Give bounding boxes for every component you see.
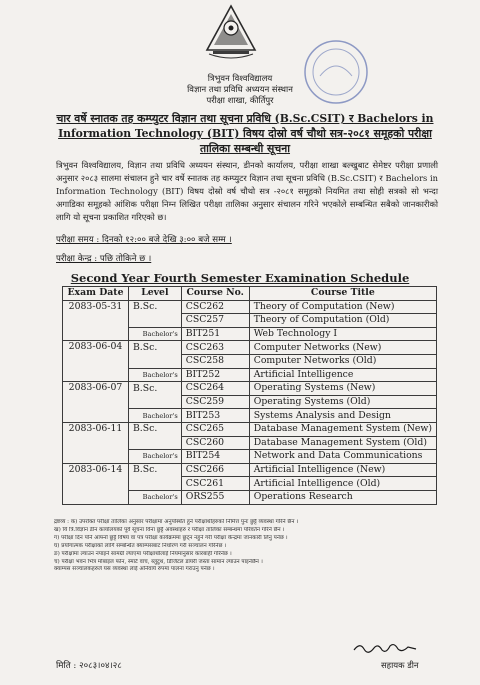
exam-date: 2083-06-14 <box>63 463 129 477</box>
level: Bachelor's <box>128 450 181 464</box>
course-title: Operating Systems (New) <box>249 382 436 396</box>
table-header-row <box>63 287 437 301</box>
exam-date <box>63 354 129 368</box>
level: Bachelor's <box>128 327 181 341</box>
table-row <box>63 327 437 341</box>
notice-title-line-2: Information Technology (BIT) विषय दोस्रो वर्ष चौथो सत्र-२०८१ समूहको परीक्षा <box>58 127 432 140</box>
level: B.Sc. <box>128 463 181 477</box>
table-row <box>63 422 437 436</box>
exam-date <box>63 314 129 328</box>
course-title: Network and Data Communications <box>249 450 436 464</box>
university-emblem-icon <box>203 4 259 60</box>
exam-date <box>63 395 129 409</box>
exam-date <box>63 477 129 491</box>
table-row <box>63 382 437 396</box>
level <box>128 314 181 328</box>
exam-date <box>63 490 129 504</box>
note-line: ग) परीक्षा दिन पनि आफ्नो छुट्टै विषय वा पत्र परीक्षा कार्यक्रममा छुट्न नहुने गरी परीक्षा केन्द्रमा जानकारी लिनु पर्नेछ । <box>54 534 288 541</box>
course-title: Artificial Intelligence (New) <box>249 463 436 477</box>
notice-body: त्रिभुवन विश्वविद्यालय, विज्ञान तथा प्रविधि अध्ययन संस्थान, डीनको कार्यालय, परीक्षा शाखा बल्खुबाट सेमेष्टर परीक्षा प्रणाली अनुसार २०८३ सालमा संचालन हुने चार वर्षे स्नातक तह कम्प्युटर विज्ञान तथा सूचना प्रविधि (B.Sc.CSIT) र Bachelors in Information Technology (BIT) विषय दोस्रो वर्ष चौथो सत्र -२०८१ समूहको नियमित तथा सोही सत्रको सो भन्दा अगाडिका समूहको आंशिक परीक्षा निम्न लिखित परीक्षा तालिका अनुसार संचालन गरिने भएकोले सम्बन्धित सबैको जानकारीको लागि यो सूचना प्रकाशित गरिएको छ। <box>56 160 438 222</box>
exam-schedule-table <box>62 286 437 505</box>
notice-title-line-1: चार वर्षे स्नातक तह कम्प्युटर विज्ञान तथा सूचना प्रविधि (B.Sc.CSIT) र Bachelors in <box>56 112 434 125</box>
table-row <box>63 436 437 450</box>
note-line: ख) यि त्रि.विज्ञान डीन कार्यालयको पूर्व सूचना विना छुट्टै अवस्थाहरु र परीक्षा तालिका सम्बन्धमा परिवर्तन गरिने छैन । <box>54 526 285 533</box>
course-title: Database Management System (Old) <box>249 436 436 450</box>
exam-date <box>63 409 129 423</box>
note-line: द्रष्टव्य : क) उपरोक्त परीक्षा तालिका अनुसार परीक्षामा अनुपस्थित हुने परीक्षार्थीहरुको निमित्त पुनः छुट्टै व्यवस्था गरिने छैन । <box>54 519 299 525</box>
schedule-title: Second Year Fourth Semester Examination Schedule <box>70 271 410 285</box>
notes-section <box>54 519 436 574</box>
exam-date <box>63 450 129 464</box>
course-title: Computer Networks (Old) <box>249 354 436 368</box>
institute-name: विज्ञान तथा प्रविधि अध्ययन संस्थान <box>187 84 293 94</box>
course-title: Database Management System (New) <box>249 422 436 436</box>
notice-title <box>54 111 436 156</box>
course-title: Operations Research <box>249 490 436 504</box>
level: B.Sc. <box>128 382 181 396</box>
table-row <box>63 395 437 409</box>
course-title: Computer Networks (New) <box>249 341 436 355</box>
course-no: CSC260 <box>181 436 249 450</box>
exam-date <box>63 436 129 450</box>
course-no: CSC257 <box>181 314 249 328</box>
course-title: Artificial Intelligence (Old) <box>249 477 436 491</box>
level: Bachelor's <box>128 490 181 504</box>
table-row <box>63 490 437 504</box>
course-no: ORS255 <box>181 490 249 504</box>
course-no: CSC259 <box>181 395 249 409</box>
table-row <box>63 368 437 382</box>
exam-date <box>63 368 129 382</box>
handwritten-signature-icon <box>352 640 418 656</box>
course-title: Web Technology I <box>249 327 436 341</box>
notice-title-line-3: तालिका सम्बन्धी सूचना <box>199 142 291 155</box>
note-line: च) परीक्षा भवन भित्र मोबाइल फोन, स्मार्ट वाच, ब्लुटुथ, डिजिटल डायरी जस्ता सामान ल्याउन पाइनेछैन । <box>54 558 263 565</box>
course-no: CSC265 <box>181 422 249 436</box>
signatory-title: सहायक डीन <box>381 660 419 670</box>
exam-center: परीक्षा केन्द्र : पछि तोकिने छ । <box>56 254 152 264</box>
note-line: घ) प्रयोगात्मक परीक्षाको लागि सम्बन्धित क्याम्पसबाट निर्धारण गरी सञ्चालन गरिनेछ । <box>54 542 227 549</box>
exam-date: 2083-06-04 <box>63 341 129 355</box>
level <box>128 477 181 491</box>
course-title: Theory of Computation (Old) <box>249 314 436 328</box>
university-name: त्रिभुवन विश्वविद्यालय <box>207 73 273 83</box>
level <box>128 395 181 409</box>
course-no: BIT251 <box>181 327 249 341</box>
course-no: CSC263 <box>181 341 249 355</box>
table-row <box>63 409 437 423</box>
course-no: BIT254 <box>181 450 249 464</box>
table-row <box>63 477 437 491</box>
level: Bachelor's <box>128 409 181 423</box>
course-no: CSC264 <box>181 382 249 396</box>
exam-date <box>63 327 129 341</box>
course-title: Systems Analysis and Design <box>249 409 436 423</box>
note-line: ङ) परीक्षामा ल्याउन नपाइने सामग्री ल्याएमा परीक्षार्थीलाई नियमानुसार कारबाही गरिनेछ । <box>54 550 232 557</box>
level: B.Sc. <box>128 422 181 436</box>
table-row <box>63 450 437 464</box>
course-no: BIT253 <box>181 409 249 423</box>
exam-time: परीक्षा समय : दिनको १२:०० बजे देखि ३:०० बजे सम्म । <box>56 235 232 245</box>
course-no: BIT252 <box>181 368 249 382</box>
header-level: Level <box>128 287 181 301</box>
exam-date: 2083-05-31 <box>63 300 129 314</box>
table-row <box>63 314 437 328</box>
course-no: CSC262 <box>181 300 249 314</box>
exam-date: 2083-06-07 <box>63 382 129 396</box>
table-row <box>63 463 437 477</box>
table-row <box>63 300 437 314</box>
course-no: CSC266 <box>181 463 249 477</box>
header-course-no: Course No. <box>181 287 249 301</box>
header-course-title: Course Title <box>249 287 436 301</box>
course-title: Artificial Intelligence <box>249 368 436 382</box>
course-title: Operating Systems (Old) <box>249 395 436 409</box>
table-row <box>63 341 437 355</box>
level <box>128 354 181 368</box>
section-name: परीक्षा शाखा, कीर्तिपुर <box>206 95 274 105</box>
notice-date: मिति : २०८३।०४।२८ <box>56 661 122 671</box>
table-row <box>63 354 437 368</box>
note-line: क्याम्पस सञ्चालकहरुले यस व्यवस्था लाई अनिवार्य रुपमा पालना गराउनु पर्नेछ । <box>54 566 215 573</box>
course-no: CSC258 <box>181 354 249 368</box>
course-no: CSC261 <box>181 477 249 491</box>
course-title: Theory of Computation (New) <box>249 300 436 314</box>
exam-date: 2083-06-11 <box>63 422 129 436</box>
header-exam-date: Exam Date <box>63 287 129 301</box>
level: Bachelor's <box>128 368 181 382</box>
level: B.Sc. <box>128 300 181 314</box>
level <box>128 436 181 450</box>
level: B.Sc. <box>128 341 181 355</box>
